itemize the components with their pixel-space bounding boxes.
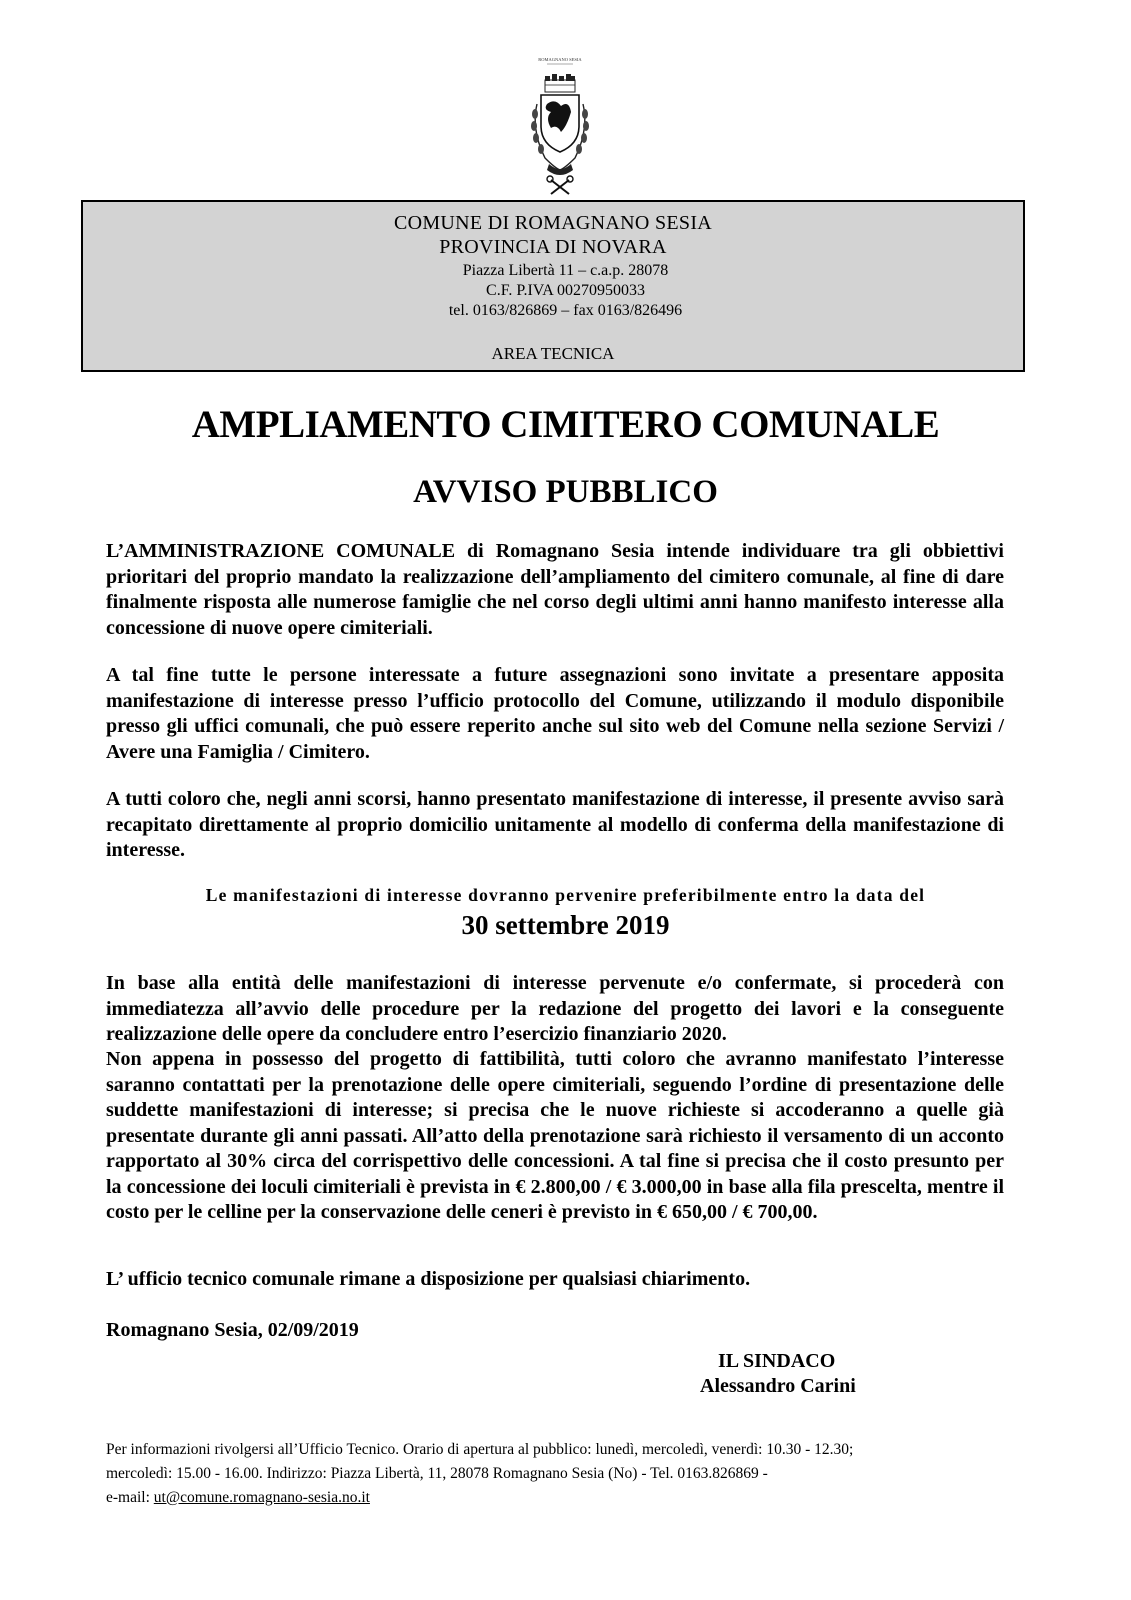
signature-name: Alessandro Carini (700, 1375, 856, 1397)
paragraph-6: L’ ufficio tecnico comunale rimane a disposizione per qualsiasi chiarimento. (106, 1268, 751, 1290)
phone-fax: tel. 0163/826869 – fax 0163/826496 (448, 302, 683, 319)
municipal-crest-icon (527, 52, 593, 198)
footer-line-3 (106, 1486, 1016, 1510)
signature-role: IL SINDACO (718, 1350, 836, 1372)
paragraph-5: Non appena in possesso del progetto di fattibilità, tutti coloro che avranno manifestato l’interesse saranno contattati per la prenotazione delle opere cimiteriali, seguendo l’ordine di presentazione delle suddette manifestazioni di interesse; si precisa che le nuove richieste si accoderanno a quelle già presentate durante gli anni passati. All’atto della prenotazione sarà richiesto il versamento di un acconto rapportato al 30% circa del corrispettivo delle concessioni. A tal fine si precisa che il costo presunto per la concessione dei loculi cimiteriali è prevista in € 2.800,00 / € 3.000,00 in base alla fila prescelta, mentre il costo per le celline per la conservazione delle ceneri è previsto in € 650,00 / € 700,00. (106, 1048, 1004, 1223)
footer-line-1: Per informazioni rivolgersi all’Ufficio Tecnico. Orario di apertura al pubblico: lunedì, mercoledì, venerdì: 10.30 - 12.30; (106, 1441, 854, 1458)
paragraph-4: In base alla entità delle manifestazioni di interesse pervenute e/o confermate, si procederà con immediatezza all’avvio delle procedure per la redazione del progetto dei lavori e la conseguente realizzazione delle opere da concludere entro l’esercizio finanziario 2020. (106, 972, 1004, 1045)
province-name: PROVINCIA DI NOVARA (439, 236, 667, 258)
paragraph-3: A tutti coloro che, negli anni scorsi, hanno presentato manifestazione di interesse, il presente avviso sarà recapitato direttamente al proprio domicilio unitamente al modello di conferma della manifestazione di interesse. (106, 788, 1004, 861)
area-name: AREA TECNICA (491, 344, 615, 363)
footer-email-link[interactable]: ut@comune.romagnano-sesia.no.it (153, 1489, 370, 1506)
document-subtitle: AVVISO PUBBLICO (413, 474, 718, 510)
footer-info (106, 1438, 1016, 1510)
place-date: Romagnano Sesia, 02/09/2019 (106, 1319, 359, 1341)
letterhead-box (81, 200, 1025, 372)
deadline-date: 30 settembre 2019 (461, 910, 670, 940)
footer-email-label: e-mail: (106, 1489, 154, 1506)
address: Piazza Libertà 11 – c.a.p. 28078 (462, 262, 669, 279)
crest-motto: ROMAGNANO SESIA (538, 57, 582, 62)
municipality-name: COMUNE DI ROMAGNANO SESIA (393, 212, 713, 234)
tax-code: C.F. P.IVA 00270950033 (486, 282, 645, 299)
paragraph-2: A tal fine tutte le persone interessate a future assegnazioni sono invitate a presentare apposita manifestazione di interesse presso l’ufficio protocollo del Comune, utilizzando il modulo disponibile presso gli uffici comunali, che può essere reperito anche sul sito web del Comune nella sezione Servizi / Avere una Famiglia / Cimitero. (106, 664, 1004, 763)
deadline-intro: Le manifestazioni di interesse dovranno pervenire preferibilmente entro la data del (205, 885, 926, 905)
document-title: AMPLIAMENTO CIMITERO COMUNALE (191, 403, 940, 446)
footer-line-2: mercoledì: 15.00 - 16.00. Indirizzo: Piazza Libertà, 11, 28078 Romagnano Sesia (No) - Tel. 0163.826869 - (106, 1465, 768, 1482)
paragraph-1: L’AMMINISTRAZIONE COMUNALE di Romagnano Sesia intende individuare tra gli obbiettivi prioritari del proprio mandato la realizzazione dell’ampliamento del cimitero comunale, al fine di dare finalmente risposta alle numerose famiglie che nel corso degli ultimi anni hanno manifesto interesse alla concessione di nuove opere cimiteriali. (106, 540, 1004, 639)
